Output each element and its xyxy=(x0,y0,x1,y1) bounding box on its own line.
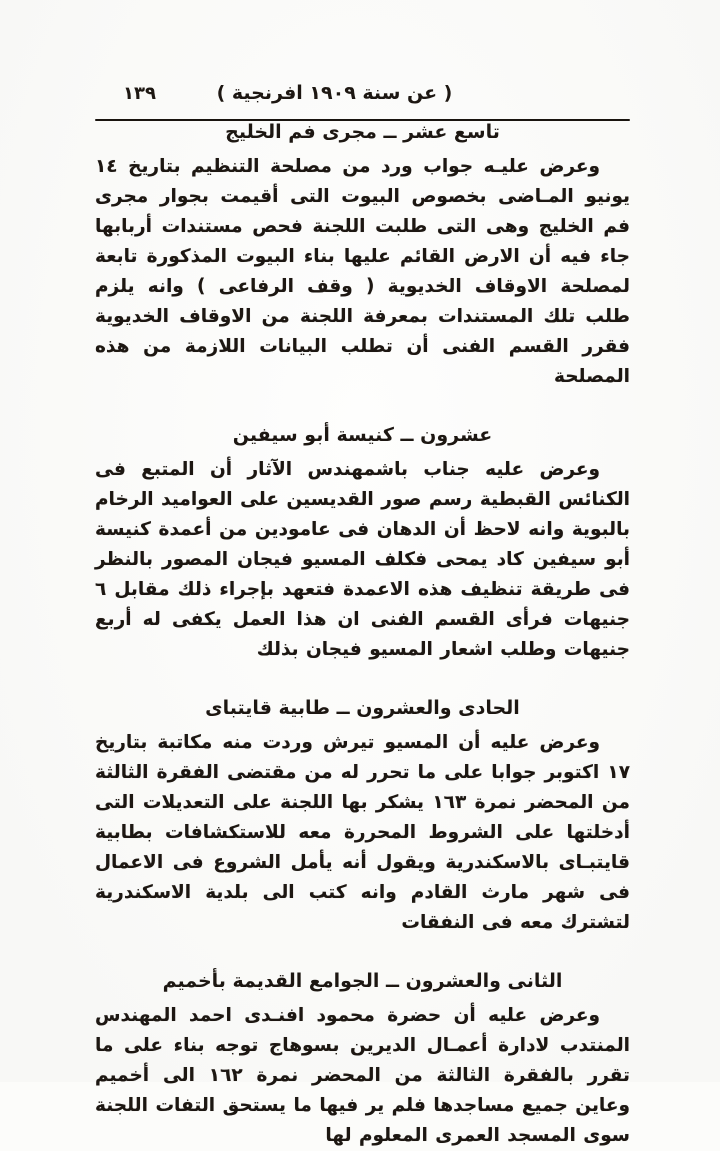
section-twenty xyxy=(95,424,630,665)
section-paragraph: وعرض عليـه جواب ورد من مصلحة التنظيم بتاريخ ١٤ يونيو المـاضى بخصوص البيوت التى أقيمت بجوار مجرى فم الخليج وهى التى طلبت اللجنة فحص مستندات أربابها جاء فيه أن الارض القائم عليها بناء البيوت المذكورة تابعة لمصلحة الاوقاف الخديوية ( وقف الرفاعى ) وانه يلزم طلب تلك المستندات بمعرفة اللجنة من الاوقاف الخديوية فقرر القسم الفنى أن تطلب البيانات اللازمة من هذه المصلحة xyxy=(95,156,630,387)
section-heading: الحادى والعشرون ــ طابية قايتباى xyxy=(205,697,520,719)
section-paragraph: وعرض عليه جناب باشمهندس الآثار أن المتبع فى الكنائس القبطية رسم صور القديسين على العواميد الرخام بالبوية وانه لاحظ أن الدهان فى عامودين من أعمدة كنيسة أبو سيفين كاد يمحى فكلف المسيو فيجان المصور بالنظر فى طريقة تنظيف هذه الاعمدة فتعهد بإجراء ذلك مقابل ٦ جنيهات فرأى القسم الفنى ان هذا العمل يكفى له أربع جنيهات وطلب اشعار المسيو فيجان بذلك xyxy=(95,459,630,660)
section-paragraph: وعرض عليه أن المسيو تيرش وردت منه مكاتبة بتاريخ ١٧ اكتوبر جوابا على ما تحرر له من مقتضى الفقرة الثالثة من المحضر نمرة ١٦٣ يشكر بها اللجنة على التعديلات التى أدخلتها على الشروط المحررة معه للاستكشافات بطابية قايتبـاى بالاسكندرية ويقول أنه يأمل الشروع فى الاعمال فى شهر مارث القادم وانه كتب الى بلدية الاسكندرية لتشترك معه فى النفقات xyxy=(95,732,631,933)
running-header-title: ( عن سنة ١٩٠٩ افرنجية ) xyxy=(216,82,453,104)
section-paragraph: وعرض عليه أن حضرة محمود افنـدى احمد المهندس المنتدب لادارة أعمـال الديرين بسوهاج توجه بناء على ما تقرر بالفقرة الثالثة من المحضر نمرة ١٦٢ الى أخميم وعاين جميع مساجدها فلم ير فيها ما يستحق التفات اللجنة سوى المسجد العمرى المعلوم لها xyxy=(95,1005,631,1146)
section-twenty-two xyxy=(95,970,630,1151)
page-header xyxy=(95,82,630,108)
section-nineteen xyxy=(95,121,630,392)
section-heading: الثانى والعشرون ــ الجوامع القديمة بأخميم xyxy=(162,970,563,992)
page-number: ١٣٩ xyxy=(123,83,156,104)
section-heading: تاسع عشر ــ مجرى فم الخليج xyxy=(225,121,500,143)
section-heading: عشرون ــ كنيسة أبو سيفين xyxy=(232,424,493,446)
section-twenty-one xyxy=(95,697,630,938)
